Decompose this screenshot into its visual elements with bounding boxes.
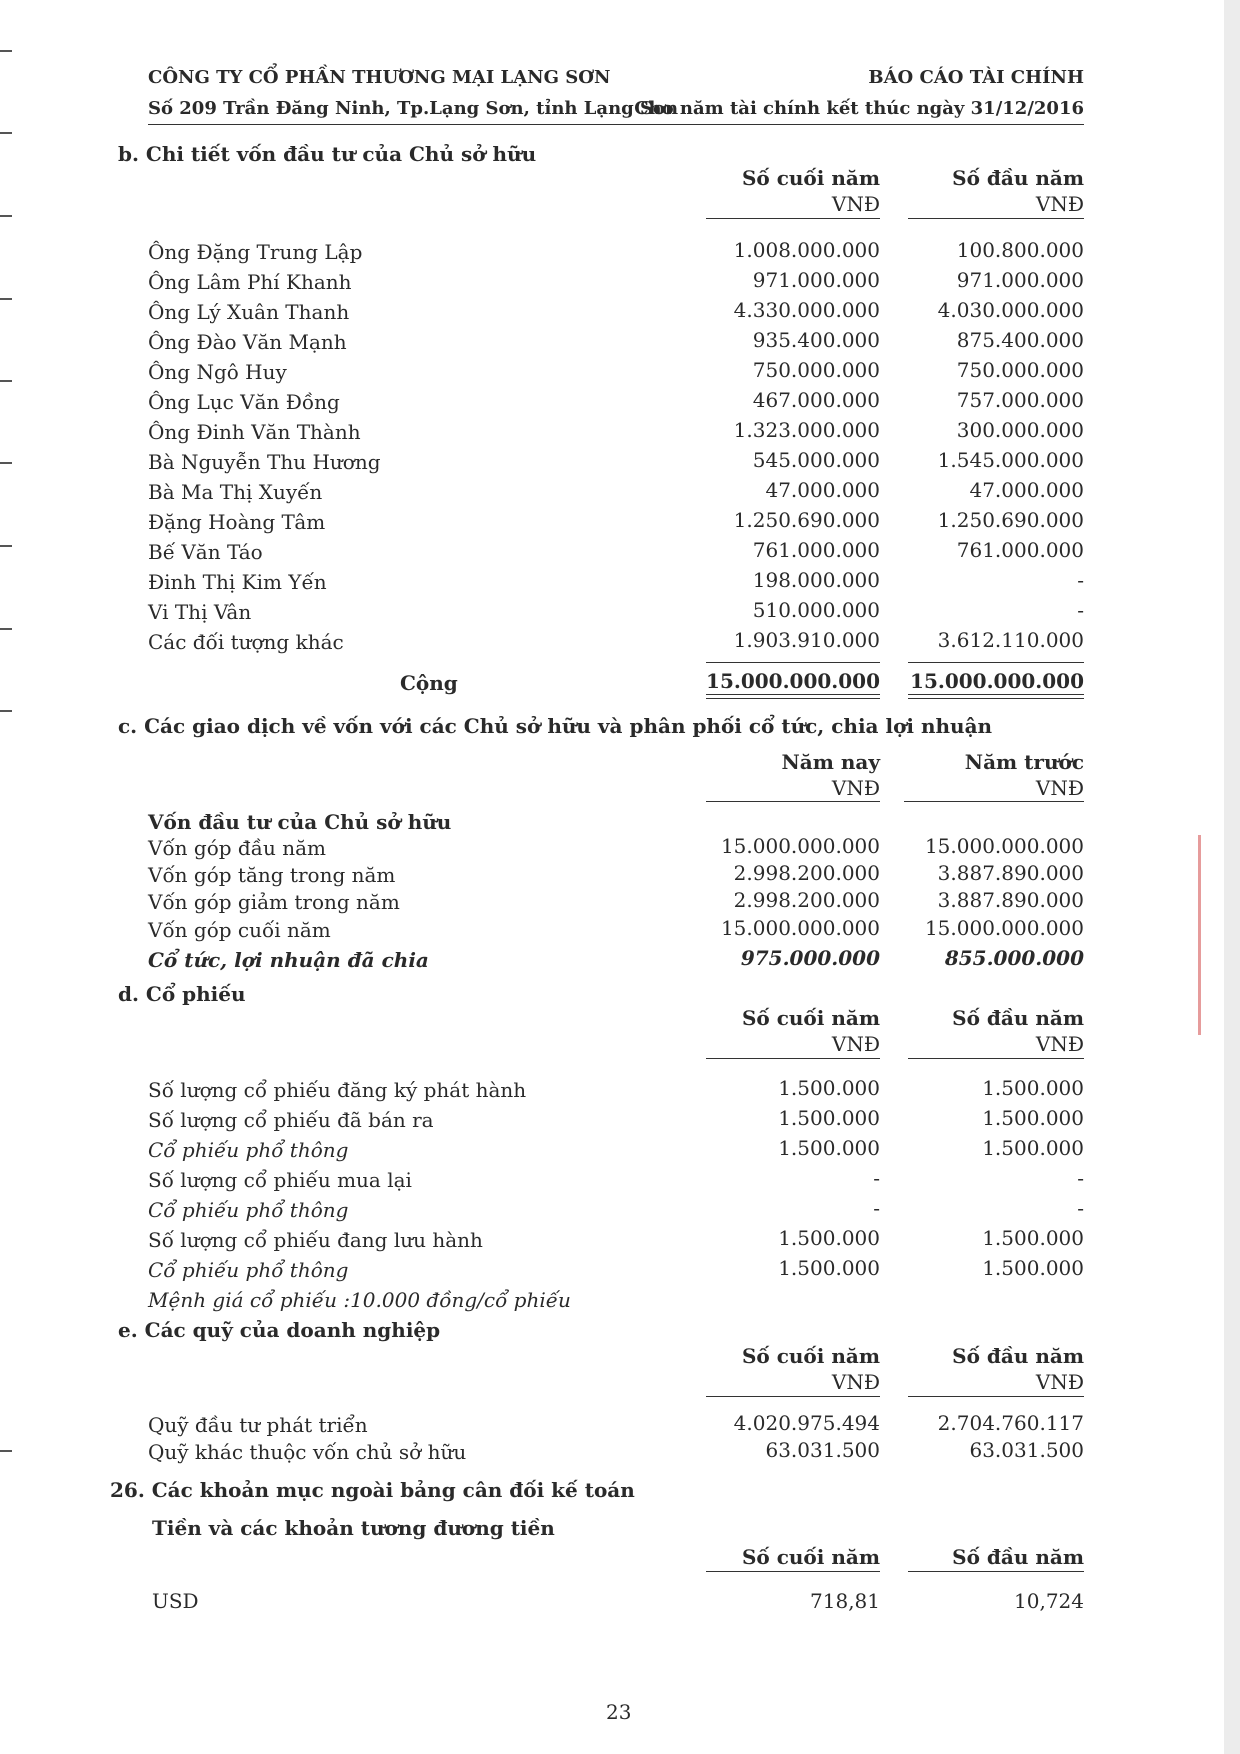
table-cell-start: 100.800.000 (956, 238, 1084, 262)
total-top-rule-end (706, 662, 880, 663)
dividend-previous: 855.000.000 (944, 946, 1084, 970)
report-title: BÁO CÁO TÀI CHÍNH (868, 67, 1084, 88)
table-cell-previous: 3.887.890.000 (937, 861, 1084, 885)
table-row-label: Số lượng cổ phiếu đã bán ra (148, 1108, 434, 1132)
table-cell-end: - (873, 1166, 880, 1190)
col-unit-current: VNĐ (831, 776, 880, 800)
col-header-end: Số cuối năm (741, 1344, 880, 1368)
binding-mark (0, 462, 12, 464)
col-rule-current (706, 801, 880, 802)
col-rule-start (908, 1396, 1084, 1397)
table-cell-current: 2.998.200.000 (733, 888, 880, 912)
col-header-current: Năm nay (781, 750, 880, 774)
table-cell-end: 971.000.000 (752, 268, 880, 292)
table-cell-start: 10,724 (1014, 1589, 1084, 1613)
table-cell-end: 935.400.000 (752, 328, 880, 352)
par-value-note: Mệnh giá cổ phiếu :10.000 đồng/cổ phiếu (148, 1288, 571, 1312)
table-row-label: Đặng Hoàng Tâm (148, 510, 326, 534)
binding-mark (0, 545, 12, 547)
col-header-end: Số cuối năm (741, 1545, 880, 1569)
table-row-label: Ông Lục Văn Đồng (148, 390, 340, 414)
table-cell-previous: 15.000.000.000 (924, 834, 1084, 858)
table-row-label: Vốn góp tăng trong năm (148, 863, 396, 887)
table-cell-start: - (1077, 568, 1084, 592)
binding-mark (0, 1450, 12, 1452)
table-cell-end: 467.000.000 (752, 388, 880, 412)
table-cell-end: 1.500.000 (778, 1076, 880, 1100)
report-period: Cho năm tài chính kết thúc ngày 31/12/2016 (634, 98, 1084, 119)
binding-mark (0, 628, 12, 630)
table-row-label: Ông Ngô Huy (148, 360, 287, 384)
table-cell-start: 1.500.000 (982, 1106, 1084, 1130)
col-rule-end (706, 218, 880, 219)
table-cell-end: 510.000.000 (752, 598, 880, 622)
table-cell-start: 3.612.110.000 (937, 628, 1084, 652)
table-cell-end: 1.500.000 (778, 1226, 880, 1250)
table-cell-end: 1.500.000 (778, 1136, 880, 1160)
table-cell-end: 718,81 (810, 1589, 880, 1613)
section-c-heading: c. Các giao dịch về vốn với các Chủ sở hữu và phân phối cổ tức, chia lợi nhuận (118, 714, 993, 738)
section-d-heading: d. Cổ phiếu (118, 982, 246, 1006)
table-cell-start: 971.000.000 (956, 268, 1084, 292)
total-top-rule-start (908, 662, 1084, 663)
table-cell-current: 15.000.000.000 (720, 834, 880, 858)
table-cell-end: - (873, 1196, 880, 1220)
red-stamp-mark (1198, 835, 1201, 1035)
table-row-label: USD (152, 1589, 199, 1613)
binding-mark (0, 215, 12, 217)
table-row-label: Bà Ma Thị Xuyến (148, 480, 323, 504)
table-cell-start: 1.545.000.000 (937, 448, 1084, 472)
dividend-label: Cổ tức, lợi nhuận đã chia (148, 948, 429, 972)
col-unit-start: VNĐ (1035, 1032, 1084, 1056)
table-row-label: Vi Thị Vân (148, 600, 252, 624)
table-cell-start: - (1077, 1166, 1084, 1190)
table-cell-end: 1.500.000 (778, 1256, 880, 1280)
total-double-rule-start (908, 694, 1084, 699)
table-row-label: Cổ phiếu phổ thông (148, 1198, 349, 1222)
table-row-label: Số lượng cổ phiếu đăng ký phát hành (148, 1078, 527, 1102)
header-rule (148, 124, 1084, 125)
table-row-label: Ông Đinh Văn Thành (148, 420, 361, 444)
owner-capital-subheading: Vốn đầu tư của Chủ sở hữu (148, 810, 452, 834)
table-cell-end: 1.250.690.000 (733, 508, 880, 532)
table-cell-start: 757.000.000 (956, 388, 1084, 412)
table-cell-start: 63.031.500 (969, 1438, 1084, 1462)
table-row-label: Cổ phiếu phổ thông (148, 1258, 349, 1282)
col-unit-end: VNĐ (831, 1032, 880, 1056)
table-row-label: Bà Nguyễn Thu Hương (148, 450, 381, 474)
table-cell-end: 750.000.000 (752, 358, 880, 382)
binding-mark (0, 298, 12, 300)
col-header-previous: Năm trước (964, 750, 1084, 774)
section-b-heading: b. Chi tiết vốn đầu tư của Chủ sở hữu (118, 142, 537, 166)
table-cell-end: 4.020.975.494 (733, 1411, 880, 1435)
table-cell-start: 750.000.000 (956, 358, 1084, 382)
table-row-label: Ông Đặng Trung Lập (148, 240, 363, 264)
table-cell-end: 63.031.500 (765, 1438, 880, 1462)
table-row-label: Đinh Thị Kim Yến (148, 570, 327, 594)
col-rule-previous (904, 801, 1084, 802)
page-number: 23 (606, 1700, 632, 1724)
binding-mark (0, 710, 12, 712)
col-unit-start: VNĐ (1035, 192, 1084, 216)
table-cell-current: 2.998.200.000 (733, 861, 880, 885)
table-row-label: Số lượng cổ phiếu mua lại (148, 1168, 412, 1192)
table-row-label: Vốn góp giảm trong năm (148, 890, 400, 914)
table-row-label: Vốn góp đầu năm (148, 836, 326, 860)
binding-mark (0, 50, 12, 52)
table-cell-previous: 3.887.890.000 (937, 888, 1084, 912)
table-row-label: Các đối tượng khác (148, 630, 344, 654)
table-cell-start: 300.000.000 (956, 418, 1084, 442)
col-header-start: Số đầu năm (952, 1006, 1084, 1030)
col-header-end: Số cuối năm (741, 166, 880, 190)
table-cell-end: 1.008.000.000 (733, 238, 880, 262)
total-end: 15.000.000.000 (706, 669, 880, 693)
table-cell-end: 1.903.910.000 (733, 628, 880, 652)
col-unit-end: VNĐ (831, 1370, 880, 1394)
binding-mark (0, 132, 12, 134)
company-address: Số 209 Trần Đăng Ninh, Tp.Lạng Sơn, tỉnh Lạng Sơn (148, 98, 679, 119)
table-cell-start: - (1077, 598, 1084, 622)
col-header-end: Số cuối năm (741, 1006, 880, 1030)
table-cell-previous: 15.000.000.000 (924, 916, 1084, 940)
table-cell-start: 47.000.000 (969, 478, 1084, 502)
col-header-start: Số đầu năm (952, 1344, 1084, 1368)
col-rule-start (908, 218, 1084, 219)
company-name: CÔNG TY CỔ PHẦN THƯƠNG MẠI LẠNG SƠN (148, 67, 611, 88)
binding-mark (0, 380, 12, 382)
col-rule-start (908, 1058, 1084, 1059)
table-row-label: Ông Lý Xuân Thanh (148, 300, 350, 324)
table-row-label: Bế Văn Táo (148, 540, 263, 564)
table-cell-start: 1.500.000 (982, 1256, 1084, 1280)
table-row-label: Vốn góp cuối năm (148, 918, 331, 942)
total-start: 15.000.000.000 (910, 669, 1084, 693)
table-cell-end: 1.323.000.000 (733, 418, 880, 442)
table-cell-current: 15.000.000.000 (720, 916, 880, 940)
col-rule-end (706, 1396, 880, 1397)
table-row-label: Ông Lâm Phí Khanh (148, 270, 352, 294)
table-row-label: Quỹ đầu tư phát triển (148, 1413, 368, 1437)
table-cell-end: 761.000.000 (752, 538, 880, 562)
col-unit-previous: VNĐ (1035, 776, 1084, 800)
col-unit-start: VNĐ (1035, 1370, 1084, 1394)
dividend-current: 975.000.000 (740, 946, 880, 970)
total-label: Cộng (400, 671, 458, 695)
col-header-start: Số đầu năm (952, 166, 1084, 190)
total-double-rule-end (706, 694, 880, 699)
table-cell-start: 761.000.000 (956, 538, 1084, 562)
section-e-heading: e. Các quỹ của doanh nghiệp (118, 1318, 441, 1342)
table-row-label: Số lượng cổ phiếu đang lưu hành (148, 1228, 483, 1252)
col-header-start: Số đầu năm (952, 1545, 1084, 1569)
table-row-label: Quỹ khác thuộc vốn chủ sở hữu (148, 1440, 467, 1464)
table-cell-start: - (1077, 1196, 1084, 1220)
table-cell-start: 4.030.000.000 (937, 298, 1084, 322)
col-rule-end (706, 1571, 880, 1572)
section-26-heading: 26. Các khoản mục ngoài bảng cân đối kế toán (110, 1478, 635, 1502)
cash-equivalents-subheading: Tiền và các khoản tương đương tiền (152, 1516, 555, 1540)
table-cell-start: 875.400.000 (956, 328, 1084, 352)
table-cell-start: 1.500.000 (982, 1226, 1084, 1250)
col-unit-end: VNĐ (831, 192, 880, 216)
table-row-label: Cổ phiếu phổ thông (148, 1138, 349, 1162)
table-cell-start: 1.500.000 (982, 1076, 1084, 1100)
table-cell-end: 198.000.000 (752, 568, 880, 592)
table-row-label: Ông Đào Văn Mạnh (148, 330, 347, 354)
table-cell-start: 1.500.000 (982, 1136, 1084, 1160)
col-rule-end (706, 1058, 880, 1059)
table-cell-start: 1.250.690.000 (937, 508, 1084, 532)
table-cell-end: 1.500.000 (778, 1106, 880, 1130)
table-cell-end: 47.000.000 (765, 478, 880, 502)
table-cell-end: 4.330.000.000 (733, 298, 880, 322)
col-rule-start (908, 1571, 1084, 1572)
table-cell-end: 545.000.000 (752, 448, 880, 472)
table-cell-start: 2.704.760.117 (937, 1411, 1084, 1435)
